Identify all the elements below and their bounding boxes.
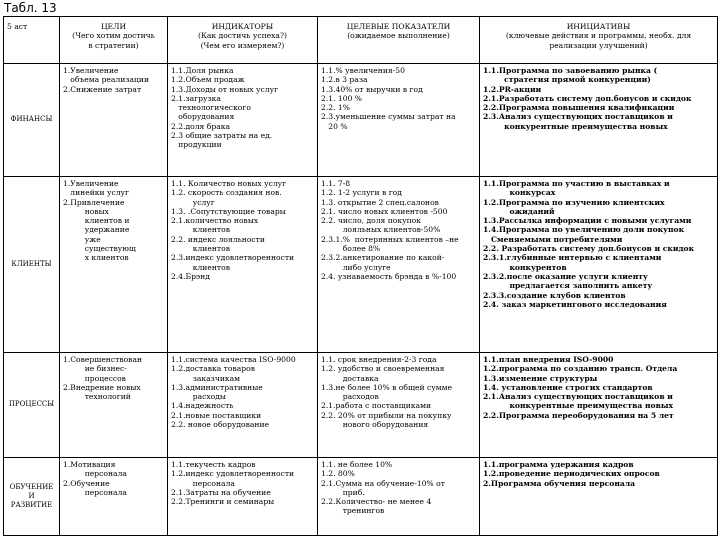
cell-item: 2.3.Анализ существующих поставщиков и конкурентные преимущества новых	[483, 112, 673, 131]
cell-item: 2.3.2.анкетирование по какой- либо услуге	[321, 253, 445, 272]
cell-item: 1.2. скорость создания нов. услуг	[171, 188, 282, 207]
row-clients	[4, 177, 718, 353]
cell-item: 1.4. установление строгих стандартов	[483, 382, 653, 392]
table-caption: Табл. 13	[4, 1, 57, 15]
cell-item: 2.2.Программа повышения квалификации	[483, 103, 675, 113]
cell-item: 1.1.план внедрения ISO-9000	[483, 355, 614, 364]
cell-item: 2.4.Брэнд	[171, 271, 210, 281]
cell-item: 1.1.Программа по завоеванию рынка ( стратегия прямой конкуренции)	[483, 66, 658, 85]
cell-item: 1.1. 7-8	[321, 179, 351, 188]
row-label-processes: ПРОЦЕССЫ	[4, 353, 60, 458]
cell-item: 2.1.работа с поставщиками	[321, 401, 432, 411]
cell-learning-goals	[60, 458, 168, 536]
cell-item: 2.1.количество новых клиентов	[171, 216, 259, 235]
cell-item: 1.1. срок внедрения-2-3 года	[321, 355, 437, 364]
cell-item: 1.3.40% от выручки в год	[321, 84, 423, 94]
cell-item: 1.2. 1-2 услуги в год	[321, 188, 402, 198]
cell-item: 2.2.доля брака	[171, 121, 230, 131]
cell-item: 2.2. 1%	[321, 103, 350, 113]
cell-finance-targets	[318, 64, 480, 177]
header-row	[4, 17, 718, 64]
cell-learning-indicators	[168, 458, 318, 536]
cell-item: 2.3.2.после оказание услуги клиенту предлагается заполнить анкету	[483, 271, 653, 291]
cell-clients-goals	[60, 177, 168, 353]
cell-clients-targets	[318, 177, 480, 353]
cell-item: 1.1.Доля рынка	[171, 66, 234, 75]
cell-processes-initiatives	[480, 353, 718, 458]
cell-finance-indicators	[168, 64, 318, 177]
cell-item: 2.2. число, доля покупок лояльных клиентов-50%	[321, 216, 441, 235]
cell-learning-initiatives	[480, 458, 718, 536]
cell-item: 1.3.административные расходы	[171, 382, 263, 402]
cell-item: 1.1.текучесть кадров	[171, 460, 256, 469]
cell-item: 1.Совершенствован ие бизнес- процессов	[63, 355, 143, 383]
cell-item: 1.3.изменение структуры	[483, 373, 598, 383]
cell-item: 1.1. не более 10%	[321, 460, 393, 469]
header-goals: ЦЕЛИ (Чего хотим достичь в стратегии)	[60, 17, 168, 64]
cell-item: 2.4. заказ маркетингового исследования	[483, 299, 667, 309]
header-initiatives: ИНИЦИАТИВЫ (ключевые действия и программы, необх. для реализации улучшений)	[480, 17, 718, 64]
cell-item: 2.Снижение затрат	[63, 84, 142, 94]
cell-item: 1.1.Программа по участию в выставках и конкурсах	[483, 179, 670, 198]
cell-item: 1.2.индекс удовлетворенности персонала	[171, 469, 295, 488]
cell-learning-targets	[318, 458, 480, 536]
cell-item: 1.3.Доходы от новых услуг	[171, 84, 279, 94]
cell-item: 1.3.не более 10% в общей сумме расходов	[321, 382, 453, 402]
cell-finance-initiatives	[480, 64, 718, 177]
cell-item: 1.2.PR-акции	[483, 84, 542, 94]
row-label-finance: ФИНАНСЫ	[4, 64, 60, 177]
cell-item: 2.3.уменьшение суммы затрат на 20 %	[321, 112, 456, 131]
cell-item: 1.2.в 3 раза	[321, 75, 368, 85]
cell-item: 1.2. 80%	[321, 469, 355, 479]
cell-item: 1.4.Программа по увеличению доли покупок Сменяемыми потребителями	[483, 225, 685, 244]
cell-item: 1.1. Количество новых услуг	[171, 179, 287, 188]
cell-item: 2.2. индекс лояльности клиентов	[171, 234, 265, 254]
cell-item: 1.3. открытие 2 спец.салонов	[321, 197, 439, 207]
cell-item: 2.3.1.% потерянных клиентов –не более 8%	[321, 234, 459, 254]
cell-item: 1.3. .Сопутствующие товары	[171, 206, 286, 216]
cell-item: 2.1.Анализ существующих поставщиков и конкурентные преимущества новых	[483, 392, 673, 411]
header-targets: ЦЕЛЕВЫЕ ПОКАЗАТЕЛИ (ожидаемое выполнение)	[318, 17, 480, 64]
cell-item: 1.4.надежность	[171, 401, 234, 411]
cell-item: 2.2.Тренинги и семинары	[171, 497, 275, 507]
cell-item: 1.3.Рассылка информации с новыми услугами	[483, 216, 692, 226]
cell-item: 1.1.программа удержания кадров	[483, 460, 634, 469]
header-corner: 5 аст	[4, 17, 60, 64]
cell-item: 2.1.загрузка технологического оборудования	[171, 93, 251, 122]
cell-item: 2.2.Количество- не менее 4 тренингов	[321, 497, 432, 516]
row-processes	[4, 353, 718, 458]
cell-item: 2.1.Сумма на обучение-10% от приб.	[321, 478, 445, 497]
cell-processes-goals	[60, 353, 168, 458]
cell-item: 1.Увеличение объема реализации	[63, 66, 150, 85]
cell-item: 2.2. 20% от прибыли на покупку нового оборудования	[321, 410, 452, 430]
cell-item: 1.2.Программа по изучению клиентских ожиданий	[483, 197, 665, 216]
cell-item: 2.1.Затраты на обучение	[171, 487, 271, 497]
cell-item: 2.1.новые поставщики	[171, 410, 262, 420]
row-label-clients: КЛИЕНТЫ	[4, 177, 60, 353]
cell-item: 2.1.Разработать систему доп.бонусов и скидок	[483, 93, 692, 103]
cell-item: 2.Программа обучения персонала	[483, 478, 636, 488]
cell-item: 2.2. новое оборудование	[171, 420, 270, 430]
cell-item: 2.3.1.глубинные интервью с клиентами конкурентов	[483, 253, 662, 272]
header-indicators: ИНДИКАТОРЫ (Как достичь успеха?) (Чем его измеряем?)	[168, 17, 318, 64]
cell-item: 2.Обучение персонала	[63, 478, 127, 497]
cell-item: 1.2.проведение периодических опросов	[483, 469, 660, 479]
cell-processes-targets	[318, 353, 480, 458]
cell-item: 1.2.доставка товаров заказчикам	[171, 364, 255, 383]
cell-item: 1.1.система качества ISO-9000	[171, 355, 296, 364]
cell-item: 2.2. Разработать систему доп.бонусов и скидок	[483, 244, 695, 254]
cell-item: 1.1.% увеличения-50	[321, 66, 405, 75]
cell-item: 2.4. узнаваемость брэнда в %-100	[321, 271, 457, 281]
cell-item: 1.Увеличение линейки услуг	[63, 179, 129, 198]
cell-item: 1.Мотивация персонала	[63, 460, 127, 479]
cell-item: 2.3.3.создание клубов клиентов	[483, 290, 626, 300]
row-label-learning: ОБУЧЕНИЕ И РАЗВИТИЕ	[4, 458, 60, 536]
row-finance	[4, 64, 718, 177]
cell-item: 1.2.Объем продаж	[171, 75, 245, 85]
row-learning	[4, 458, 718, 536]
cell-item: 1.2. удобство и своевременная доставка	[321, 364, 445, 383]
cell-item: 2.2.Программа переоборудования на 5 лет	[483, 410, 674, 420]
cell-clients-initiatives	[480, 177, 718, 353]
cell-item: 2.1. число новых клиентов -500	[321, 206, 448, 216]
cell-item: 2.3 общие затраты на ед. продукции	[171, 131, 273, 150]
cell-finance-goals	[60, 64, 168, 177]
cell-item: 2.Внедрение новых технологий	[63, 382, 141, 402]
cell-item: 2.1. 100 %	[321, 93, 363, 103]
cell-item: 2.3.индекс удовлетворенности клиентов	[171, 253, 295, 272]
cell-processes-indicators	[168, 353, 318, 458]
balanced-scorecard-table	[3, 16, 718, 536]
cell-item: 1.2.программа по созданию трансп. Отдела	[483, 364, 678, 374]
cell-item: 2.Привлечение новых клиентов и удержание уже существующ х клиентов	[63, 197, 136, 263]
cell-clients-indicators	[168, 177, 318, 353]
